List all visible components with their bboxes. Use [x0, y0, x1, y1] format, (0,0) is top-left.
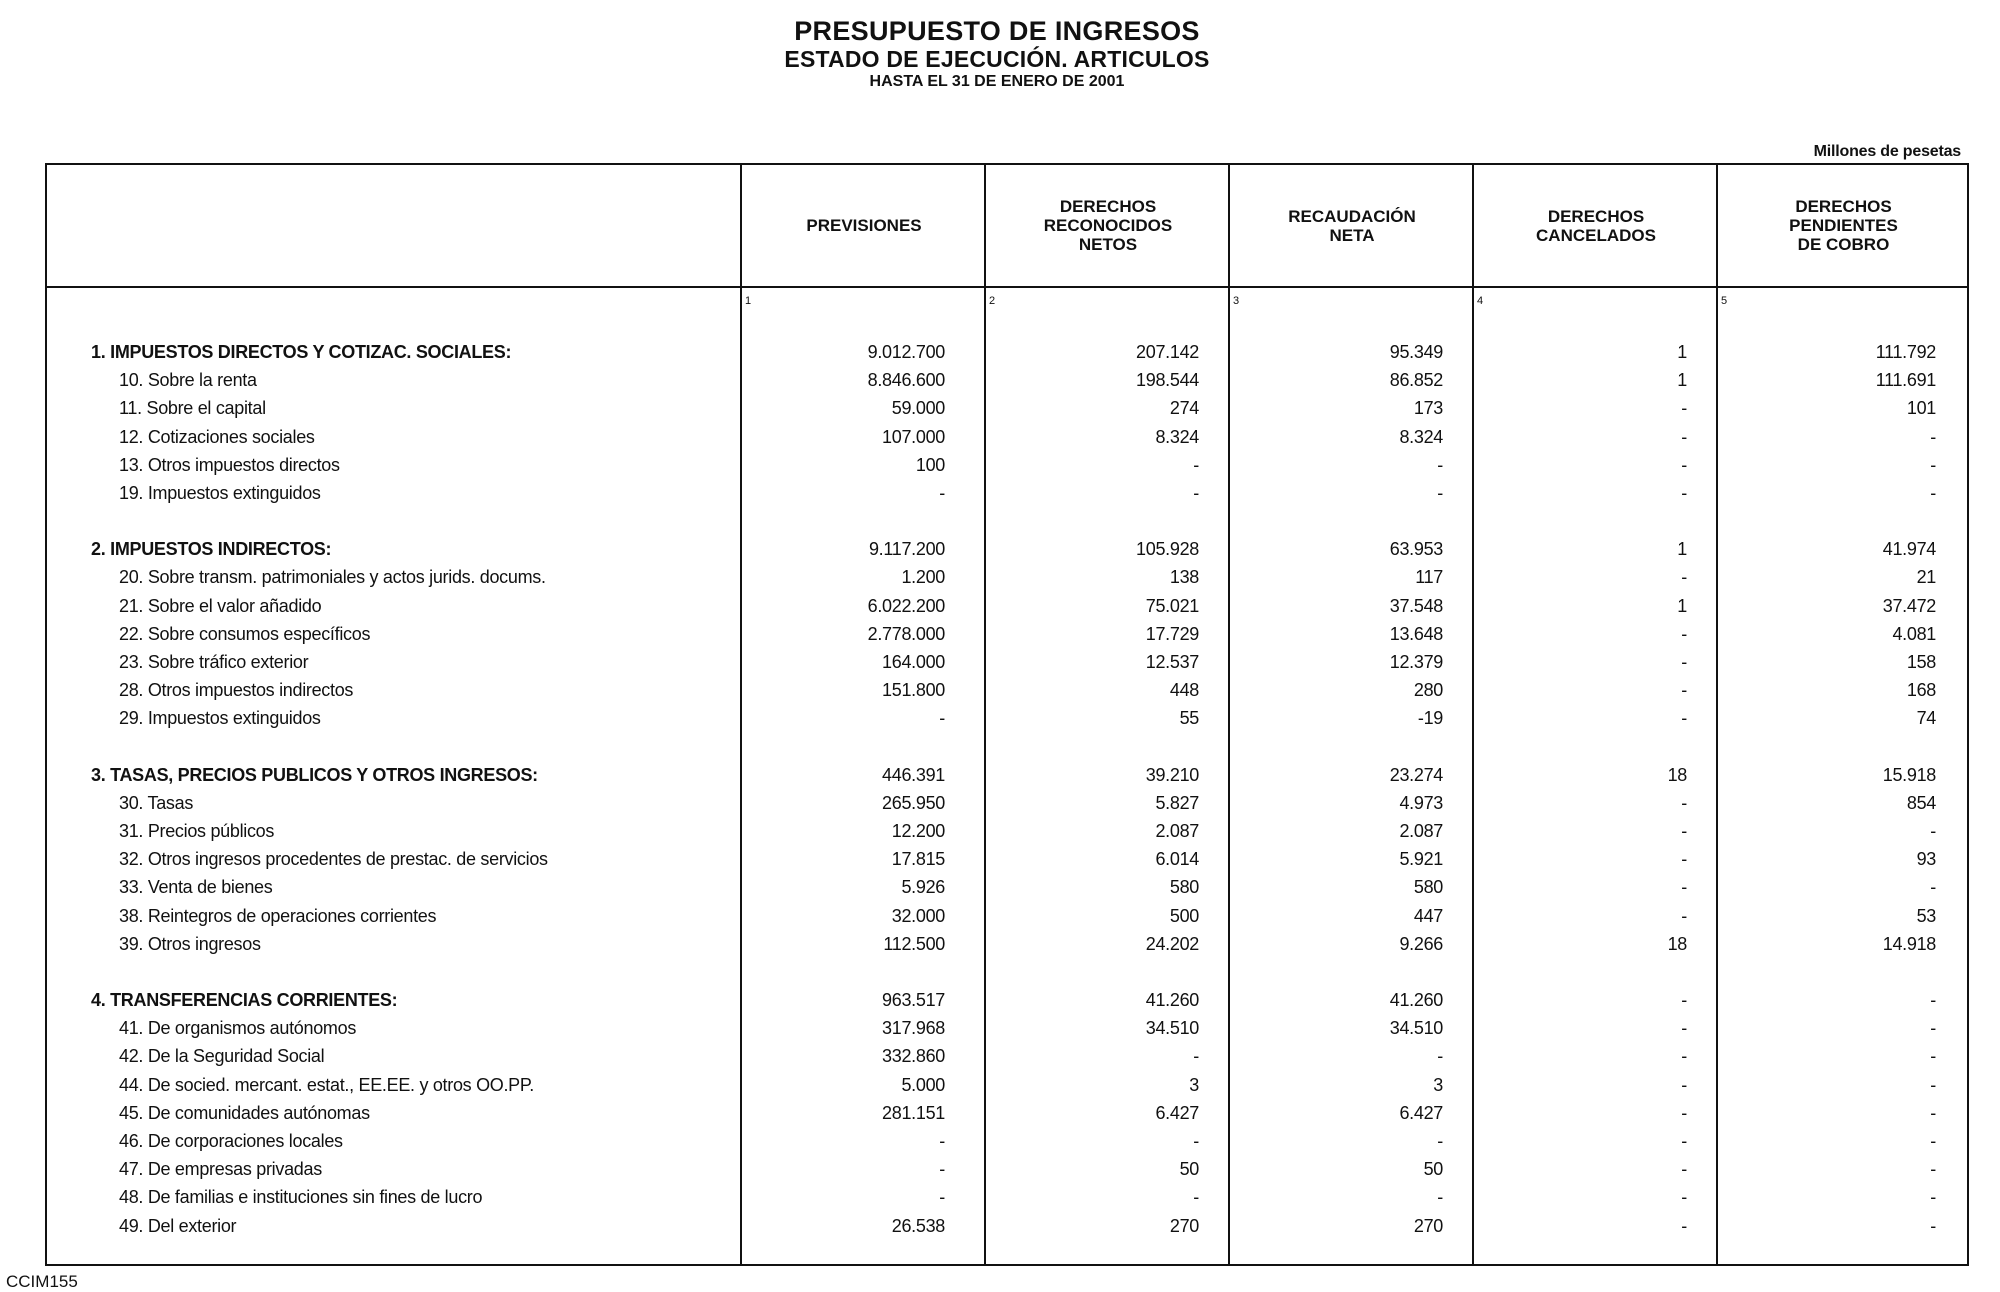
column-number: 2 [989, 295, 996, 307]
row-label: 13. Otros impuestos directos [119, 455, 340, 475]
column-number: 3 [1233, 295, 1240, 307]
cell-value: 24.202 [1145, 934, 1199, 954]
cell-value: - [1681, 427, 1687, 447]
cell-value: 9.012.700 [867, 342, 945, 362]
cell-value: 86.852 [1389, 370, 1443, 390]
document-title: PRESUPUESTO DE INGRESOS [794, 16, 1200, 46]
row-label: 42. De la Seguridad Social [119, 1046, 325, 1066]
cell-value: 138 [1169, 567, 1199, 587]
cell-value: 37.548 [1389, 596, 1443, 616]
cell-value: - [1681, 455, 1687, 475]
cell-value: - [1930, 427, 1936, 447]
table-row [47, 1014, 1967, 1042]
cell-value: - [1681, 652, 1687, 672]
cell-value: 41.260 [1145, 990, 1199, 1010]
cell-value: 3 [1433, 1075, 1443, 1095]
row-label: 41. De organismos autónomos [119, 1018, 357, 1038]
cell-value: - [1681, 877, 1687, 897]
table-row [47, 366, 1967, 394]
cell-value: 4.973 [1399, 793, 1443, 813]
cell-value: 447 [1413, 906, 1443, 926]
cell-value: 2.778.000 [867, 624, 945, 644]
cell-value: - [1681, 821, 1687, 841]
cell-value: 6.022.200 [867, 596, 945, 616]
table-row [47, 394, 1967, 422]
row-label: 33. Venta de bienes [119, 877, 273, 897]
cell-value: - [939, 1131, 945, 1151]
table-row [47, 817, 1967, 845]
cell-value: 14.918 [1882, 934, 1936, 954]
cell-value: - [1930, 455, 1936, 475]
cell-value: 32.000 [891, 906, 945, 926]
cell-value: 270 [1413, 1216, 1443, 1236]
row-label: 23. Sobre tráfico exterior [119, 652, 309, 672]
cell-value: - [1681, 1216, 1687, 1236]
cell-value: 963.517 [882, 990, 945, 1010]
cell-value: 105.928 [1136, 539, 1199, 559]
cell-value: - [939, 708, 945, 728]
cell-value: 8.324 [1155, 427, 1199, 447]
cell-value: 37.472 [1882, 596, 1936, 616]
cell-value: 580 [1413, 877, 1443, 897]
cell-value: 50 [1179, 1159, 1199, 1179]
cell-value: 12.537 [1145, 652, 1199, 672]
cell-value: 6.014 [1155, 849, 1199, 869]
row-label: 22. Sobre consumos específicos [119, 624, 371, 644]
cell-value: 12.200 [891, 821, 945, 841]
cell-value: - [1930, 1216, 1936, 1236]
table-row [47, 902, 1967, 930]
cell-value: 9.117.200 [868, 539, 945, 559]
cell-value: - [1681, 1159, 1687, 1179]
cell-value: 2.087 [1155, 821, 1199, 841]
cell-value: 15.918 [1882, 765, 1936, 785]
cell-value: 270 [1169, 1216, 1199, 1236]
cell-value: - [1681, 990, 1687, 1010]
cell-value: 164.000 [882, 652, 945, 672]
cell-value: - [1681, 849, 1687, 869]
table-row [47, 873, 1967, 901]
cell-value: 198.544 [1136, 370, 1199, 390]
cell-value: 50 [1423, 1159, 1443, 1179]
cell-value: - [1930, 1046, 1936, 1066]
cell-value: - [1437, 455, 1443, 475]
cell-value: 5.827 [1155, 793, 1199, 813]
cell-value: - [1930, 1159, 1936, 1179]
cell-value: 8.324 [1399, 427, 1443, 447]
cell-value: 100 [915, 455, 945, 475]
cell-value: 41.260 [1389, 990, 1443, 1010]
table-row [47, 1212, 1967, 1240]
cell-value: 55 [1179, 708, 1199, 728]
cell-value: 1 [1677, 539, 1687, 559]
cell-value: - [1437, 1187, 1443, 1207]
cell-value: 17.815 [891, 849, 945, 869]
row-label: 45. De comunidades autónomas [119, 1103, 370, 1123]
cell-value: 63.953 [1389, 539, 1443, 559]
cell-value: 173 [1413, 398, 1443, 418]
cell-value: - [1681, 906, 1687, 926]
cell-value: - [1193, 455, 1199, 475]
cell-value: 5.926 [901, 877, 945, 897]
column-number: 1 [745, 295, 752, 307]
cell-value: 500 [1169, 906, 1199, 926]
cell-value: 9.266 [1399, 934, 1443, 954]
footer-code: CCIM155 [6, 1272, 78, 1291]
cell-value: 111.691 [1875, 370, 1936, 390]
cell-value: 111.792 [1875, 342, 1936, 362]
cell-value: - [1193, 483, 1199, 503]
cell-value: 446.391 [882, 765, 945, 785]
cell-value: - [1681, 1075, 1687, 1095]
cell-value: 107.000 [882, 427, 945, 447]
row-label: 39. Otros ingresos [119, 934, 261, 954]
row-label: 48. De familias e instituciones sin fines de lucro [119, 1187, 483, 1207]
column-number: 5 [1721, 295, 1728, 307]
row-label: 38. Reintegros de operaciones corrientes [119, 906, 437, 926]
cell-value: - [1193, 1131, 1199, 1151]
cell-value: -19 [1417, 708, 1443, 728]
row-label: 31. Precios públicos [119, 821, 275, 841]
cell-value: 265.950 [882, 793, 945, 813]
cell-value: 12.379 [1389, 652, 1443, 672]
row-label: 11. Sobre el capital [119, 398, 266, 418]
table-row [47, 592, 1967, 620]
section-row [47, 986, 1967, 1014]
cell-value: 5.921 [1399, 849, 1443, 869]
cell-value: - [1681, 1103, 1687, 1123]
row-label: 10. Sobre la renta [119, 370, 257, 390]
cell-value: 74 [1916, 708, 1936, 728]
row-label: 29. Impuestos extinguidos [119, 708, 321, 728]
cell-value: - [1681, 567, 1687, 587]
cell-value: - [1193, 1187, 1199, 1207]
table-row [47, 1183, 1967, 1211]
cell-value: 34.510 [1389, 1018, 1443, 1038]
section-row [47, 761, 1967, 789]
table-row [47, 563, 1967, 591]
budget-table [45, 163, 1969, 1266]
cell-value: - [1681, 1131, 1687, 1151]
table-row [47, 789, 1967, 817]
column-header: RECAUDACIÓN NETA [1288, 206, 1416, 245]
cell-value: - [1681, 680, 1687, 700]
table-row [47, 479, 1967, 507]
row-label: 46. De corporaciones locales [119, 1131, 343, 1151]
cell-value: 6.427 [1155, 1103, 1199, 1123]
row-label: 20. Sobre transm. patrimoniales y actos jurids. docums. [119, 567, 546, 587]
header-divider [47, 286, 1967, 288]
cell-value: 1 [1677, 342, 1687, 362]
cell-value: 112.500 [883, 934, 945, 954]
cell-value: - [1437, 483, 1443, 503]
cell-value: - [1681, 398, 1687, 418]
cell-value: 8.846.600 [867, 370, 945, 390]
row-label: 32. Otros ingresos procedentes de prestac. de servicios [119, 849, 548, 869]
document-subtitle: ESTADO DE EJECUCIÓN. ARTICULOS [784, 46, 1210, 72]
cell-value: 281.151 [882, 1103, 945, 1123]
table-row [47, 1071, 1967, 1099]
cell-value: 1.200 [901, 567, 945, 587]
cell-value: 18 [1667, 765, 1687, 785]
cell-value: 2.087 [1399, 821, 1443, 841]
cell-value: 158 [1906, 652, 1936, 672]
row-label: 19. Impuestos extinguidos [119, 483, 321, 503]
cell-value: - [939, 1187, 945, 1207]
cell-value: - [939, 483, 945, 503]
table-row [47, 423, 1967, 451]
cell-value: 1 [1677, 596, 1687, 616]
cell-value: 207.142 [1136, 342, 1199, 362]
cell-value: 280 [1413, 680, 1443, 700]
column-header: DERECHOS PENDIENTES DE COBRO [1789, 197, 1898, 254]
cell-value: 151.800 [882, 680, 945, 700]
cell-value: 23.274 [1389, 765, 1443, 785]
cell-value: 18 [1667, 934, 1687, 954]
cell-value: - [1930, 1075, 1936, 1095]
cell-value: 26.538 [891, 1216, 945, 1236]
table-row [47, 1042, 1967, 1070]
cell-value: 41.974 [1882, 539, 1936, 559]
cell-value: 75.021 [1145, 596, 1199, 616]
cell-value: 34.510 [1145, 1018, 1199, 1038]
cell-value: 59.000 [891, 398, 945, 418]
column-header: DERECHOS CANCELADOS [1536, 206, 1656, 245]
cell-value: 13.648 [1389, 624, 1443, 644]
section-row [47, 338, 1967, 366]
cell-value: 53 [1916, 906, 1936, 926]
table-row [47, 1127, 1967, 1155]
column-header: DERECHOS RECONOCIDOS NETOS [1043, 197, 1173, 254]
cell-value: - [1681, 1187, 1687, 1207]
units-label: Millones de pesetas [1813, 143, 1961, 160]
column-number: 4 [1477, 295, 1484, 307]
table-row [47, 1155, 1967, 1183]
row-label: 28. Otros impuestos indirectos [119, 680, 354, 700]
table-row [47, 845, 1967, 873]
cell-value: - [1681, 793, 1687, 813]
row-label: 1. IMPUESTOS DIRECTOS Y COTIZAC. SOCIALES: [91, 342, 512, 362]
cell-value: 95.349 [1389, 342, 1443, 362]
row-label: 44. De socied. mercant. estat., EE.EE. y otros OO.PP. [119, 1075, 534, 1095]
cell-value: 274 [1169, 398, 1199, 418]
cell-value: 117 [1415, 567, 1443, 587]
table-row [47, 1099, 1967, 1127]
cell-value: - [939, 1159, 945, 1179]
cell-value: - [1930, 877, 1936, 897]
row-label: 47. De empresas privadas [119, 1159, 322, 1179]
cell-value: 580 [1169, 877, 1199, 897]
cell-value: 93 [1916, 849, 1936, 869]
row-label: 12. Cotizaciones sociales [119, 427, 315, 447]
cell-value: 21 [1916, 567, 1936, 587]
table-row [47, 648, 1967, 676]
table-row [47, 676, 1967, 704]
column-header: PREVISIONES [806, 216, 922, 235]
row-label: 4. TRANSFERENCIAS CORRIENTES: [91, 990, 398, 1010]
cell-value: - [1681, 483, 1687, 503]
cell-value: 332.860 [882, 1046, 945, 1066]
cell-value: - [1930, 483, 1936, 503]
table-row [47, 704, 1967, 732]
cell-value: - [1681, 1046, 1687, 1066]
cell-value: 6.427 [1399, 1103, 1443, 1123]
cell-value: 168 [1906, 680, 1936, 700]
cell-value: - [1930, 990, 1936, 1010]
cell-value: - [1681, 708, 1687, 728]
row-label: 2. IMPUESTOS INDIRECTOS: [91, 539, 332, 559]
cell-value: 4.081 [1892, 624, 1936, 644]
cell-value: - [1681, 624, 1687, 644]
cell-value: - [1930, 1103, 1936, 1123]
cell-value: - [1437, 1131, 1443, 1151]
row-label: 21. Sobre el valor añadido [119, 596, 322, 616]
cell-value: 854 [1906, 793, 1936, 813]
cell-value: 17.729 [1145, 624, 1199, 644]
cell-value: - [1193, 1046, 1199, 1066]
cell-value: 1 [1677, 370, 1687, 390]
cell-value: 39.210 [1145, 765, 1199, 785]
row-label: 49. Del exterior [119, 1216, 237, 1236]
cell-value: - [1681, 1018, 1687, 1038]
cell-value: 5.000 [901, 1075, 945, 1095]
table-row [47, 620, 1967, 648]
cell-value: 3 [1189, 1075, 1199, 1095]
cell-value: - [1930, 1131, 1936, 1151]
cell-value: - [1437, 1046, 1443, 1066]
row-label: 30. Tasas [119, 793, 194, 813]
table-row [47, 930, 1967, 958]
cell-value: - [1930, 821, 1936, 841]
row-label: 3. TASAS, PRECIOS PUBLICOS Y OTROS INGRESOS: [91, 765, 538, 785]
cell-value: - [1930, 1018, 1936, 1038]
cell-value: 101 [1906, 398, 1936, 418]
cell-value: 448 [1169, 680, 1199, 700]
document-date-line: HASTA EL 31 DE ENERO DE 2001 [869, 73, 1125, 90]
section-row [47, 535, 1967, 563]
cell-value: - [1930, 1187, 1936, 1207]
cell-value: 317.968 [882, 1018, 945, 1038]
table-row [47, 451, 1967, 479]
